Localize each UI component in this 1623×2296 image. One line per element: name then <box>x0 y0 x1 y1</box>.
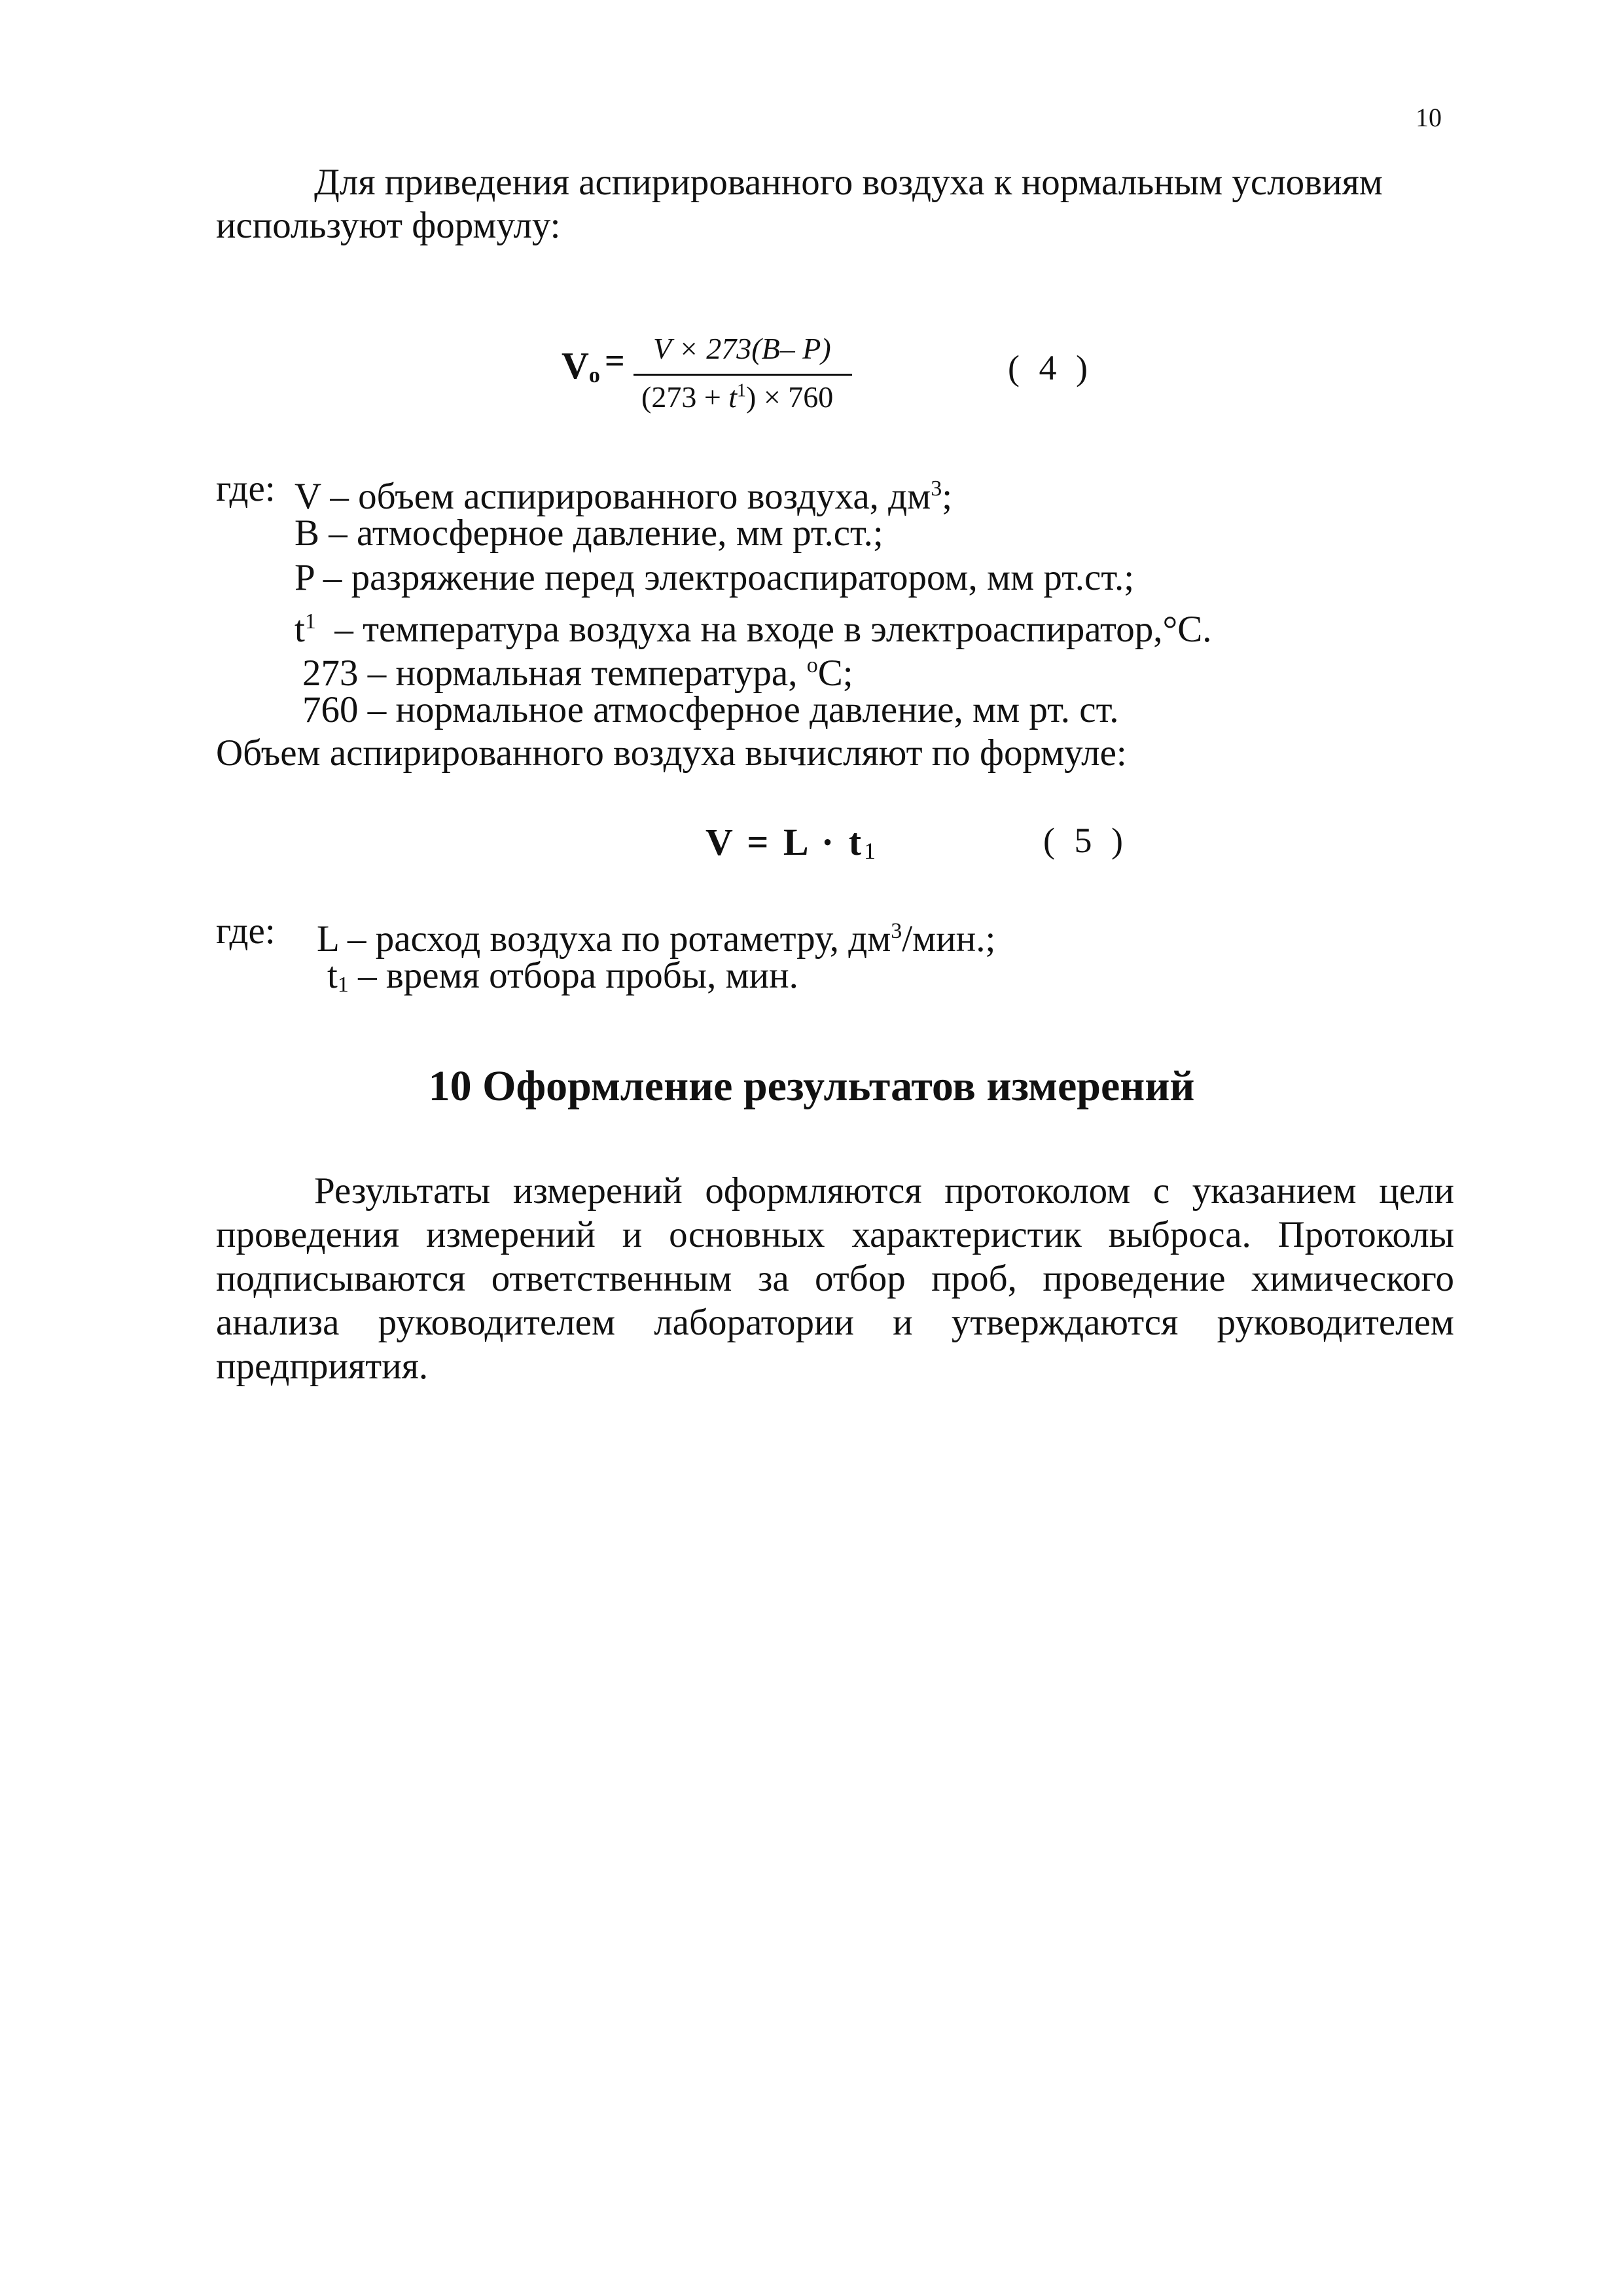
def-t1-tail: – температура воздуха на входе в электроаспиратор,°C. <box>315 609 1212 650</box>
def-273 <box>302 644 853 695</box>
formula-4-den-b: ) × 760 <box>746 380 834 414</box>
def-l-sup: 3 <box>891 919 902 943</box>
formula-4-equals: = <box>605 341 625 380</box>
volume-intro: Объем аспирированного воздуха вычисляют по формуле: <box>216 732 1127 774</box>
formula-4-fraction-bar <box>633 374 852 376</box>
def-l-tail: /мин.; <box>902 918 996 960</box>
def-v-sup: 3 <box>931 476 942 501</box>
page-number: 10 <box>1416 103 1442 132</box>
def-v-text: V – объем аспирированного воздуха, дм <box>294 476 931 517</box>
intro-paragraph: Для приведения аспирированного воздуха к нормальным условиям используют формулу: <box>216 162 1383 246</box>
formula-5 <box>705 820 878 865</box>
formula-4-den-sup: 1 <box>737 380 747 401</box>
where-label-1: где: <box>216 468 276 509</box>
def-l-text: L – расход воздуха по ротаметру, дм <box>317 918 891 960</box>
def-t1-sup: 1 <box>304 609 316 634</box>
formula-4-lhs <box>562 344 600 388</box>
formula-5-main: V = L · t <box>705 821 865 863</box>
def-t1-time-sub: 1 <box>337 973 349 997</box>
formula-5-subscript: 1 <box>864 838 879 864</box>
def-t1-time <box>327 954 798 1007</box>
formula-5-number: ( 5 ) <box>1043 821 1128 860</box>
formula-4-denominator <box>641 380 833 414</box>
where-label-2: где: <box>216 910 276 952</box>
def-v <box>294 467 952 518</box>
formula-4-lhs-subscript: o <box>588 363 600 387</box>
def-273-sup: o <box>806 653 818 677</box>
def-b: B – атмосферное давление, мм рт.ст.; <box>294 512 883 554</box>
formula-4-number: ( 4 ) <box>1008 348 1093 387</box>
formula-4-numerator <box>653 331 831 366</box>
section-heading: 10 Оформление результатов измерений <box>428 1062 1195 1110</box>
results-paragraph: Результаты измерений оформляются протоколом с указанием цели проведения измерений и основных характеристик выброса. Протоколы подписываются ответственным за отбор проб, проведение химического анализа руководителем лаборатории и утверждаются руководителем предприятия. <box>216 1170 1454 1387</box>
def-v-tail: ; <box>942 476 953 517</box>
formula-4-lhs-symbol: V <box>562 344 589 387</box>
formula-4-den-t: t <box>728 380 738 414</box>
def-l <box>317 910 995 961</box>
def-t1-time-tail: – время отбора пробы, мин. <box>348 955 798 996</box>
formula-4-den-a: (273 + <box>641 380 729 414</box>
def-t1-time-text: t <box>327 955 338 996</box>
def-760: 760 – нормальное атмосферное давление, мм рт. ст. <box>302 689 1119 730</box>
def-t1-text: t <box>294 609 305 650</box>
def-273-tail: C; <box>817 653 853 694</box>
formula-4-numerator-text: V × 273(B– P) <box>653 332 831 365</box>
def-273-text: 273 – нормальная температура, <box>302 653 807 694</box>
def-p: P – разряжение перед электроаспиратором, мм рт.ст.; <box>294 557 1135 598</box>
